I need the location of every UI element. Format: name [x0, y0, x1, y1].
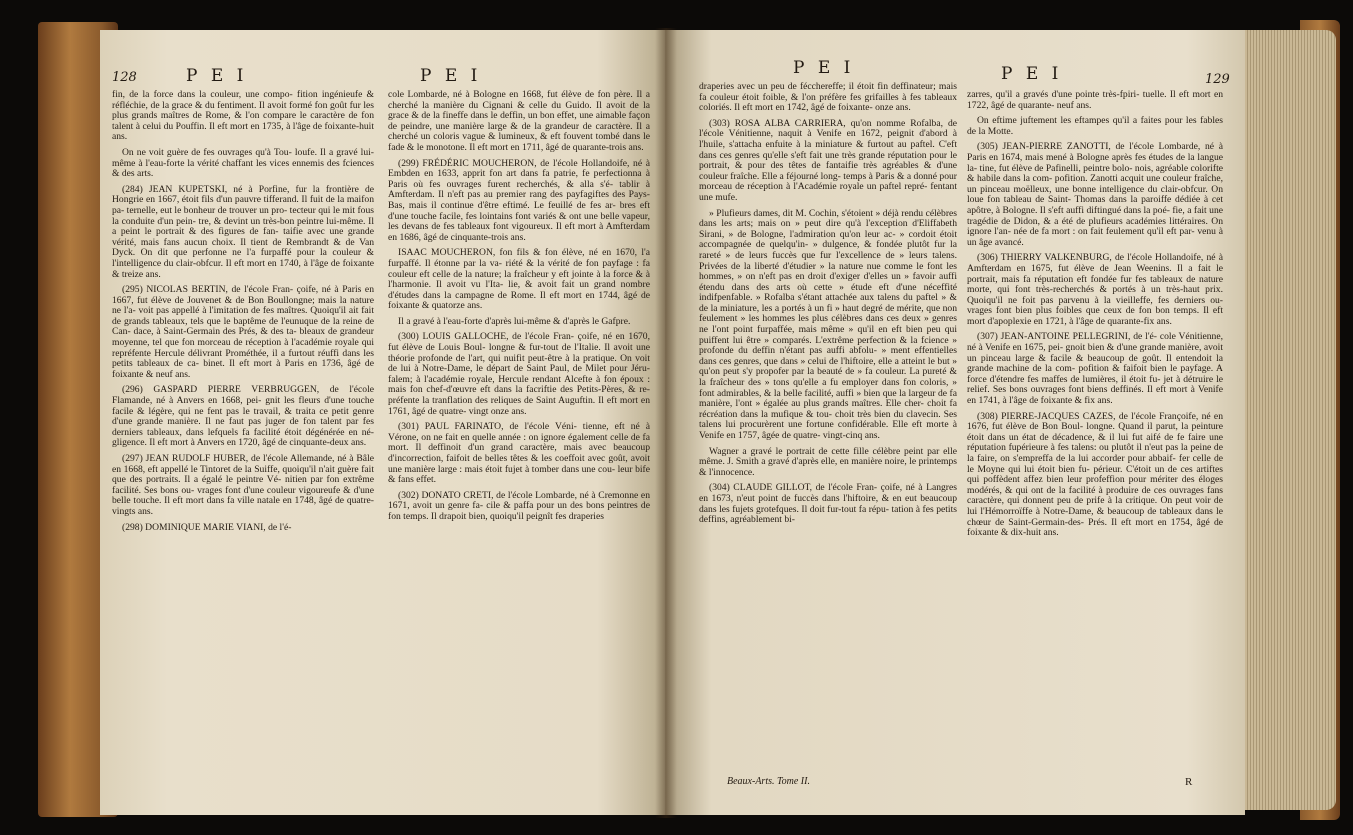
- left-page-column-2: [388, 90, 650, 528]
- paragraph: (304) CLAUDE GILLOT, de l'école Fran- çoife, né à Langres en 1673, n'eut point de fuccès dans l'hiftoire, & en eut beaucoup dans les fujets grotefques. Il doit fur-tout fa répu- tation à fes petits deffins, agréablement bi-: [699, 482, 957, 526]
- paragraph: (307) JEAN-ANTOINE PELLEGRINI, de l'é- cole Vénitienne, né à Venife en 1675, pei- gnoit bien & d'une grande manière, avoit un pinceau large & facile & beaucoup de goût. Il entendoit la grande machine de la com- pofition & faifoit bien le payfage. A force d'étendre fes maffes de lumières, il étoit fu- jet à détruire le relief. Ses bons ouvrages font biens deffinés. Il eft mort à Venife en 1741, à l'âge de foixante & fix ans.: [967, 331, 1223, 407]
- left-page: [100, 30, 665, 815]
- paragraph: zarres, qu'il a gravés d'une pointe très-fpiri- tuelle. Il eft mort en 1722, âgé de quarante- neuf ans.: [967, 89, 1223, 111]
- page-edges: [1236, 30, 1336, 810]
- paragraph: (301) PAUL FARINATO, de l'école Véni- tienne, eft né à Vérone, on ne fait en quelle année : on ignore également celle de fa mort. Il deffinoit d'un grand caractère, mais avec beaucoup d'incorrection, faifoit de belles têtes & les coeffoit avec goût, avoit une manière large : mais étoit fujet à tomber dans une cou- leur bife & fans effet.: [388, 421, 650, 486]
- paragraph: Il a gravé à l'eau-forte d'après lui-même & d'après le Gafpre.: [398, 315, 631, 327]
- paragraph: » Plufieurs dames, dit M. Cochin, s'étoient » déjà rendu célèbres dans les arts; mais on » peut dire qu'à l'exception d'Eliffabeth Sirani, » de Bologne, l'admiration qu'on leur ac- » cordoit étoit accompagnée de quelqu'in- » dulgence, & fondée plutôt fur la rareté » de leurs fuccès que fur l'excellence de » leurs talens. Privées de la liberté d'étudier » la nature nue comme le font les hommes, » on n'eft pas en droit d'exiger d'elles un » favoir auffi étendu dans des arts où cette » étude eft d'une néceffité indifpenfable. » Rofalba s'étant attachée aux talens du paftel » & de la miniature, les a portés à un fi » haut degré de mérite, que non feulement » les hommes les plus célèbres dans ces deux » genres ne l'ont point furpaffée, mais même » qu'il en eft bien peu qui puiffent lui être » comparés. L'extrême perfection & la fcience » profonde du deffin n'étant pas auffi abfolu- » ment effentielles dans ces genres, que dans » celui de l'hiftoire, elle a atteint le but » qu'on peut s'y propofer par la beauté de » fa couleur. La pureté & la fraîcheur des » tons qu'elle a fu employer dans fon coloris, » font admirables, & la belle facilité, auffi » bien que la largeur de fa manière, l'ont » égalée au plus grands maîtres. Elle cher- choit fa récréation dans la mufique & tou- choit très bien du clavecin. Ses talens lui procurèrent une fortune confidérable. Elle eft morte à Venife en 1757, âgée de quatre- vingt-cinq ans.: [699, 207, 957, 441]
- running-head-right-1: P E I: [793, 58, 855, 78]
- running-head-left-2: P E I: [420, 66, 482, 86]
- paragraph: cole Lombarde, né à Bologne en 1668, fut élève de fon père. Il a cherché la manière du Cignani & celle du Guido. Il avoit de la grace & de la fineffe dans le deffin, un bon effet, une aimable façon de peindre, une manière large & de la grandeur de caractère. Il a cherché un coloris vague & lumineux, & eft fouvent tombé dans le fade & le monotone. Il eft mort en 1711, âgé de quarante-trois ans.: [388, 89, 650, 153]
- paragraph: (299) FRÉDÉRIC MOUCHERON, de l'école Hollandoife, né à Embden en 1633, apprit fon art dans fa patrie, fe perfectionna à Paris où fes ouvrages furent recherchés, & alla s'é- tablir à Amfterdam. Il n'eft pas au premier rang des payfagiftes des Pays-Bas, mais il continue d'être eftimé. Le feuillé de fes ar- bres eft d'une touche facile, fes lointains font variés & ont une belle vapeur, les devans de fes tableaux font vigoureux. Il eft mort à Amfterdam en 1686, âgé de cinquante-trois ans.: [388, 157, 650, 243]
- paragraph: On ne voit guère de fes ouvrages qu'à Tou- loufe. Il a gravé lui-même à l'eau-forte la vérité chaffant les vices ennemis des fciences & des arts.: [112, 146, 374, 180]
- signature-mark: R: [1185, 776, 1193, 788]
- paragraph: (300) LOUIS GALLOCHE, de l'école Fran- çoife, né en 1670, fut élève de Louis Boul- longne & fur-tout de l'Italie. Il avoit une théorie profonde de l'art, qui nuifit peut-être à la pratique. On voit de lui à Notre-Dame, le départ de Saint Paul, de Milet pour Jéru- falem; à l'académie royale, Hercule rendant Alcefte à fon époux : mais fon chef-d'œuvre eft dans la facriftie des Petits-Pères, & re- préfente la tranflation des reliques de Saint Auguftin. Il eft mort en 1761, âgé de quatre- vingt onze ans.: [388, 331, 650, 417]
- right-page: [665, 30, 1245, 815]
- page-number-left: 128: [112, 70, 137, 85]
- paragraph: (303) ROSA ALBA CARRIERA, qu'on nomme Rofalba, de l'école Vénitienne, naquit à Venife en 1672, peignit d'abord à l'huile, s'attacha enfuite à la miniature & furtout au paftel. C'eft dans ces genres qu'elle s'eft fait une très grande réputation pour le portrait, & pour des têtes de fantaifie très agréables & d'une couleur fraîche. Elle a féjourné long- temps à Paris & a donné pour morceau de réception à l'Académie royale un paftel repré- fentant une mufe.: [699, 117, 957, 203]
- paragraph: (284) JEAN KUPETSKI, né à Porfine, fur la frontière de Hongrie en 1667, étoit fils d'un pauvre tifferand. Il fuit de la maifon pa- ternelle, eut le bonheur de trouver un pro- tecteur qui le mit fous la conduite d'un pein- tre, & devint un très-bon peintre lui-même. Il a peint le portrait & des figures de fan- taifie avec une grande vérité, mais fans aucun choix. Il tient de Rembrandt & de Van Dyck. On dit que perfonne ne l'a furpaffé pour la couleur & l'intelligence du clair-obfcur. Il eft mort en 1740, à l'âge de foixante & treize ans.: [112, 183, 374, 280]
- paragraph: (298) DOMINIQUE MARIE VIANI, de l'é-: [122, 521, 292, 533]
- paragraph: (308) PIERRE-JACQUES CAZES, de l'école Françoife, né en 1676, fut élève de Bon Boul- longne. Quand il parut, la peinture étoit dans un état de décadence, & il lui fut aifé de fe faire une réputation fupérieure à fes talens: ou plutôt il n'eut pas la peine de la faire, on s'empreffa de la lui accorder pour abbaif- fer celle de le Moyne qui lui étoit bien fu- périeur. C'étoit un de ces artiftes qui poffèdent affez bien leur profeffion pour mériter des éloges modérés, & qui ont de la facilité à produire de ces ouvrages fans caractère, qui donnent peu de prife à la critique. On peut voir de lui l'Hémorroïffe à Notre-Dame, & beaucoup de tableaux dans le chœur de Saint-Germain-des- Prés. Il eft mort en 1754, âgé de foixante & dix-huit ans.: [967, 410, 1223, 539]
- left-page-column-1: [112, 90, 374, 538]
- paragraph: (302) DONATO CRETI, de l'école Lombarde, né à Cremonne en 1671, avoit un genre fa- cile & paffa pour un des bons peintres de fon temps. Il drapoit bien, quoiqu'il peignît fes draperies: [388, 489, 650, 522]
- paragraph: (297) JEAN RUDOLF HUBER, de l'école Allemande, né à Bâle en 1668, eft appellé le Tintoret de la Suiffe, quoiqu'il n'ait guère fait que des portraits. Il a égalé le peintre Vé- nitien par fon extrême facilité. Ses bons ou- vrages font d'une couleur vigoureufe & d'une belle touche. Il eft mort dans fa ville natale en 1748, âgé de quatre-vingts ans.: [112, 453, 374, 517]
- running-head-left-1: P E I: [186, 66, 248, 86]
- paragraph: On eftime juftement les eftampes qu'il a faites pour les fables de la Motte.: [967, 115, 1223, 137]
- paragraph: (305) JEAN-PIERRE ZANOTTI, de l'école Lombarde, né à Paris en 1674, mais mené à Bologne après fes études de la langue la- tine, fut élève de Pafinelli, peintre bolo- nois, agréable colorifte & habile dans la com- pofition. Zanotti acquit une couleur fraîche, un pinceau moëlleux, une bonne intelligence du clair-obfcur. On loue fon tableau de Saint- Thomas dans la paroiffe dédiée à cet apôtre, à Bologne. Il s'eft auffi diftingué dans la poé- fie, a fait une tragédie de Didon, & a été de plufieurs académies littéraires. On ignore l'an- née de fa mort : on fait feulement qu'il eft par- venu à un âge avancé.: [967, 141, 1224, 248]
- paragraph: draperies avec un peu de fécchereffe; il étoit fin deffinateur; mais fa couleur étoit foible, & l'on préfère fes grifailles à fes tableaux coloriés. Il eft mort en 1742, âgé de foixante- onze ans.: [699, 81, 957, 114]
- paragraph: Wagner a gravé le portrait de cette fille célèbre peint par elle même. J. Smith a gravé d'après elle, en manière noire, le printemps & l'innocence.: [699, 445, 957, 478]
- paragraph: (296) GASPARD PIERRE VERBRUGGEN, de l'école Flamande, né à Anvers en 1668, pei- gnit les fleurs d'une touche facile & légère, qui ne fent pas le travail, & traita ce petit genre d'une grande manière. Il ne faut pas juger de fon talent par fes derniers tableaux, dans lefquels fa facilité étoit dégénérée en né- gligence. Il eft mort à Anvers en 1720, âgé de cinquante-deux ans.: [112, 384, 374, 449]
- right-page-column-2: [967, 90, 1223, 544]
- page-number-right: 129: [1205, 72, 1230, 87]
- paragraph: ISAAC MOUCHERON, fon fils & fon élève, né en 1670, l'a furpaffé. Il étonne par la va- riété & la vérité de fon payfage : fa couleur eft celle de la nature; la fraîcheur y eft jointe à la force & à l'harmonie. Il avoit vu l'Ita- lie, & avoit fait un grand nombre d'études dans la campagne de Rome. Il eft mort en 1744, âgé de foixante & quatorze ans.: [388, 247, 650, 312]
- paragraph: (306) THIERRY VALKENBURG, de l'école Hollandoife, né à Amfterdam en 1675, fut élève de Jean Weenins. Il a fait le portrait, mais fa réputation eft fondée fur fes tableaux de nature morte, qui font très-recherchés & portés à un très-haut prix. Quoiqu'il ne foit pas parvenu à la vieilleffe, fes derniers ou- vrages font bien plus foibles que ceux de fon bon temps. Il eft mort d'apoplexie en 1721, à l'âge de quarante-fix ans.: [967, 252, 1223, 327]
- paragraph: fin, de la force dans la couleur, une compo- fition ingénieufe & réfléchie, de la grace & du fentiment. Il avoit formé fon goût fur les plus grands maîtres de Rome, & l'on compare le caractère de fon talent à celui du Pouffin. Il eft mort en 1735, à l'âge de foixante-huit ans.: [112, 89, 374, 143]
- paragraph: (295) NICOLAS BERTIN, de l'école Fran- çoife, né à Paris en 1667, fut élève de Jouvenet & de Bon Boullongne; mais la nature ne l'a- voit pas appellé à l'imitation de fes maîtres. Quoiqu'il ait fait de grands tableaux, tels que le baptême de l'eunuque de la reine de Can- dace, à Saint-Germain des Prés, & des ta- bleaux de grandeur moyenne, tel que fon morceau de réception à l'académie royale qui repréfente Hercule délivrant Prométhée, il a furtout réuffi dans les petits tableaux de ca- binet. Il eft mort à Paris en 1736, âgé de foixante & neuf ans.: [112, 284, 374, 380]
- running-head-right-2: P E I: [1001, 64, 1063, 84]
- right-page-column-1: [699, 82, 957, 531]
- volume-signature: Beaux-Arts. Tome II.: [727, 776, 810, 787]
- book-gutter: [655, 28, 677, 818]
